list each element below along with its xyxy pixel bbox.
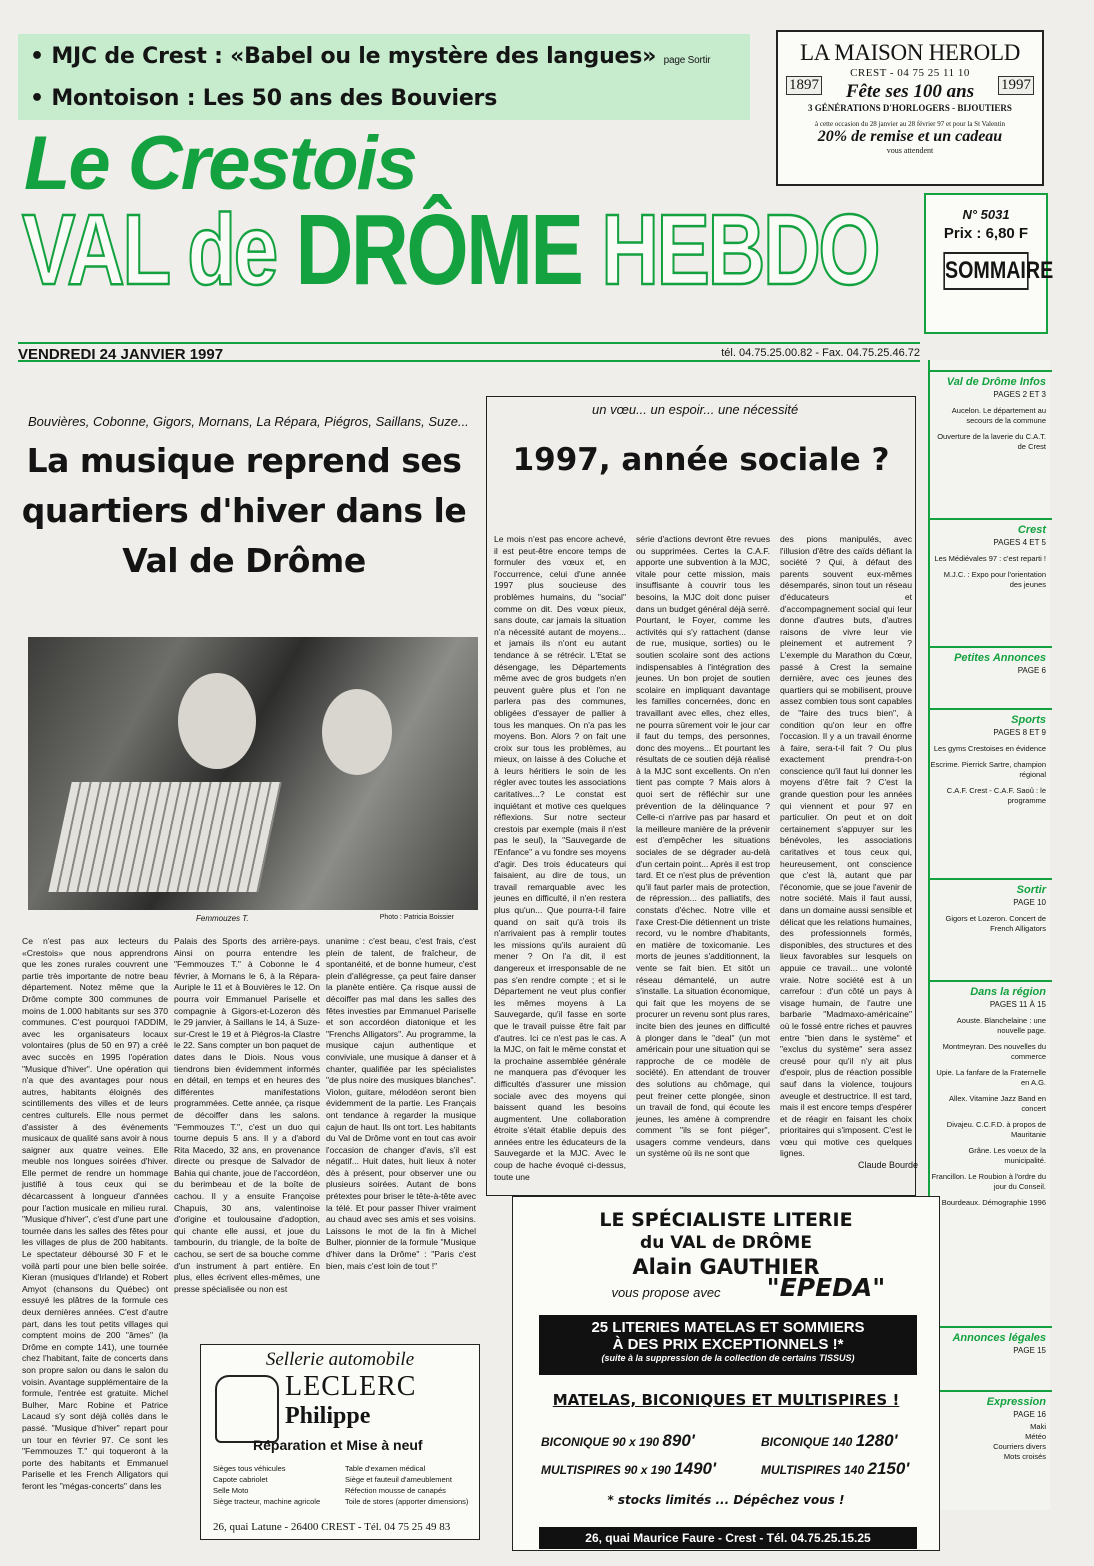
article2-col3: des pions manipulés, avec l'illusion d'être des caïds défiant la société ? Qui, à défaut des parents souvent eux-mêmes désemparés, sinon tout un réseau d'éducateurs et d'accompagnement social qui leur donne d'autres buts, d'autres raisons de vivre leur vie pleinement et autrement ? L'exemple du Marathon du Cœur, passé à Crest la semaine dernière, avec ces jeunes des quartiers qui se mobilisent, prouve assez combien tous sont capables de "faire des trucs bien", à condition qu'on leur en offre l'occasion. Il y a un travail énorme à faire, sera-t-il fait ? Ou plus exactement prendra-t-on conscience qu'il faut lui donner les moyens d'être fait ? C'est la grande question pour les années qui viennent et pour 97 en particulier. On peut et on doit certainement s'appuyer sur les bénévoles, les associations caritatives et tous ceux qui, heureusement, ont conscience que c'est là, autant que par l'économie, que se joue l'avenir de notre société. Mais il faut aussi, dans un domaine aussi sensible et délicat que les relations humaines, des professionnels formés, disponibles, des structures et des lieux favorables sur lesquels on appuie ce travail... une volonté vraie. Notre société est à un carrefour : d'un côté un pays à visage humain, de l'autre une barbarie "Madmaxo-américaine" où le fossé entre riches et pauvres entre "bien dans le système" et "exclus du système" sera assez creusé pour qu'il n'y ait plus d'espoir, plus de réaction possible sauf dans la violence, toujours aveugle et destructrice. Il est tard, mais il est encore temps d'espérer et de réagir en faisant les choix prioritaires qui s'imposent. C'est le vœu qui motive ces quelques lignes. [780, 534, 912, 1159]
masthead-subtitle: VAL de DRÔME HEBDO [22, 194, 879, 306]
issue-number: N° 5031 [962, 207, 1010, 222]
article1-headline: La musique reprend ses quartiers d'hiver dans le Val de Drôme [21, 441, 467, 580]
literie-price-2: BICONIQUE 140 1280' [761, 1431, 898, 1450]
leclerc-list-left: Sièges tous véhicules Capote cabriolet Selle Moto Siège tracteur, machine agricole [213, 1464, 321, 1506]
leclerc-list-right: Table d'examen médical Siège et fauteuil d'ameublement Réfection mousse de canapés Toile de stores (apporter dimensions) [345, 1464, 469, 1506]
leclerc-address: 26, quai Latune - 26400 CREST - Tél. 04 75 25 49 83 [213, 1521, 451, 1533]
literie-ad [512, 1196, 940, 1551]
leclerc-name1: LECLERC [285, 1371, 417, 1402]
herold-ad [776, 30, 1044, 186]
leclerc-name2: Philippe [285, 1403, 371, 1429]
summary-section: Crest PAGES 4 ET 5 Les Médiévales 97 : c'est reparti ! M.J.C. : Expo pour l'orientation des jeunes [930, 518, 1052, 644]
divider [18, 360, 920, 364]
issue-date: VENDREDI 24 JANVIER 1997 [18, 346, 224, 363]
article1-photo [28, 637, 478, 927]
article2-kicker: un vœu... un espoir... une nécessité [592, 402, 799, 417]
literie-address: 26, quai Maurice Faure - Crest - Tél. 04.75.25.15.25 [539, 1527, 917, 1549]
article1-col3: unanime : c'est beau, c'est frais, c'est plein de talent, de fraîcheur, de spontanéité, et de bonne humeur, c'est plein d'allégresse, ça peut faire danser la planète entière. Ça risque aussi de décoiffer pas mal dans les salles des fêtes investies par Emmanuel Pariselle et son accordéon diatonique et les "Frenchs Alligators". Au programme, la musique cajun authentique et conviviale, une musique à danser et à chanter, qualifiée par les spécialistes "de plus noire des musiques blanches". Violon, guitare, mélodéon seront bien évidemment de la partie. Les Français ont tendance à regarder la musique cajun de haut. Ils ont tort. Les habitants du Val de Drôme vont en tout cas avoir l'occasion de changer d'avis, s'il est négatif... Huit dates, huit lieux à noter dès à présent, pour observer une ou plusieurs soirées. Autant de bons prétextes pour briser le tête-à-tête avec la télé. Et pour passer l'hiver vraiment au chaud avec ses amis et ses voisins. Laissons le mot de la fin à Michel Bulher, pionnier de la formule "Musique d'hiver dans la Drôme" : "Paris c'est bien, mais c'est loin de tout !" [326, 936, 477, 1271]
article1-col2: Palais des Sports des arrière-pays. Ainsi on pourra entendre les "Femmouzes T." à Cobonne le 4 février, à Mornans le 6, à la Répara-Auriple le 11 et à Bouvières le 12. On pourra voir Emmanuel Pariselle et compagnie à Gigors-et-Lozeron dès le 29 janvier, à Saillans le 14, à Suze-sur-Crest le 19 et à Piégros-la Clastre le 22. Sans compter un bon paquet de dates dans le Diois. Nous vous tiendrons bien évidemment informés en détail, en temps et en heures des différentes manifestations programmées. Cette année, ça risque de décoiffer dans les salons. "Femmouzes T.", c'est un duo qui tourne depuis 5 ans. Il y a d'abord Rita Macedo, 32 ans, en provenance directe ou presque de Salvador de Bahia qui chante, joue de l'accordéon, du berimbeau et de la boîte de cachou. Il y a ensuite Françoise Chapuis, 30 ans, valentinoise d'origine et toulousaine d'adoption, qui chante elle aussi, et joue du tambourin, du triangle, de la boîte de cachou, se sert de sa bouche comme d'un instrument à part entière. En plus, elles écrivent elles-mêmes, une presse spécialisée ou non est [174, 936, 320, 1294]
summary-section: Petites Annonces PAGE 6 [930, 646, 1052, 706]
literie-line4: vous propose avec [611, 1285, 721, 1300]
summary-section: Sortir PAGE 10 Gigors et Lozeron. Concert de French Alligators [930, 878, 1052, 978]
literie-promo2: À DES PRIX EXCEPTIONNELS !* [612, 1336, 844, 1353]
literie-line2: du VAL de DRÔME [640, 1233, 812, 1253]
photo-face [178, 673, 256, 769]
summary-section: Dans la région PAGES 11 À 15 Aouste. Blanchelaine : une nouvelle page. Montmeyran. Des nouvelles du commerce Upie. La fanfare de la Fraternelle en A.G. Allex. Vitamine Jazz Band en concert Divajeu. C.C.F.D. à propos de Mauritanie Grâne. Les voeux de la municipalité. Francillon. Le Roubion à l'ordre du jour du Conseil. Bourdeaux. Démographie 1996 [930, 980, 1052, 1324]
literie-promo1: 25 LITERIES MATELAS ET SOMMIERS [591, 1319, 865, 1336]
article1-kicker: Bouvières, Cobonne, Gigors, Mornans, La Répara, Piégros, Saillans, Suze... [28, 414, 469, 429]
leclerc-title: Sellerie automobile [265, 1349, 415, 1370]
summary-section: Annonces légales PAGE 15 [930, 1326, 1052, 1388]
photo-face [322, 689, 392, 775]
literie-promo3: (suite à la suppression de la collection de certains TISSUS) [601, 1353, 855, 1363]
article2-headline: 1997, année sociale ? [512, 442, 890, 478]
teaser-line-2: • Montoison : Les 50 ans des Bouviers [30, 86, 498, 111]
literie-promo-block [539, 1315, 917, 1375]
literie-brand: "EPEDA" [766, 1273, 886, 1302]
issue-price: Prix : 6,80 F [943, 225, 1029, 242]
issue-box [924, 193, 1054, 334]
masthead-title: Le Crestois [24, 121, 416, 206]
article2-col2: série d'actions devront être revues ou supprimées. Certes la C.A.F. apporte une subvention à la MJC, vitale pour cette mission, mais insuffisante à couvrir tous les besoins, la MJC doit donc puiser dans un budget général déjà serré. Pourtant, le Foyer, comme les activités qui s'y rattachent (danse de rue, musique, sorties) ou le soutien scolaire sont des actions indispensables à l'intégration des jeunes. Un bon projet de soutien scolaire en impliquant davantage les familles concernées, donc en travaillant avec elles, chez elles, ne pourra sûrement voir le jour car il faut du temps, des personnes, donc des moyens... Et pourtant les résultats de ce soutien déjà réalisé à la MJC sont excellents. On n'en tient pas compte ? Mais alors à quoi sert de réfléchir sur une prévention de la délinquance ? Celle-ci n'arrive pas par hasard et la meilleure manière de la prévenir est d'empêcher les situations sociales de se dégrader au-delà d'un certain point... Après il est trop tard. Et ce n'est plus de prévention qu'il faut parler mais de protection, de répression... des palliatifs, des constats d'échec. Notre ville et l'axe Crest-Die détiennent un triste record, vu le nombre d'habitants, en matière de toxicomanie. Les morts de jeunes s'additionnent, la vente se fait bien. Et sitôt un réseau démantelé, un autre s'installe. La situation économique, qui fait que les moyens de se procurer un revenu sont plus rares, incite bien des jeunes en difficulté à plonger dans le "deal" (un mot américain pour une situation qui se rapproche de ce modèle de société). En attendant de trouver des solutions au chômage, qui peut freiner cette plongée, sinon un travail de fond, qui écoute les jeunes, les amène à comprendre comment "ils se font piéger", usagers comme vendeurs, dans un système où ils ne sont que [636, 534, 770, 1159]
literie-subhead: MATELAS, BICONIQUES ET MULTISPIRES ! [552, 1391, 900, 1409]
photo-caption-bar [28, 910, 478, 927]
literie-price-1: BICONIQUE 90 x 190 890' [541, 1431, 695, 1450]
photo-credit: Photo : Patricia Boissier [379, 914, 454, 921]
herold-year-end: 1997 [998, 76, 1034, 95]
literie-note: * stocks limités ... Dépêchez vous ! [607, 1493, 845, 1507]
literie-price-3: MULTISPIRES 90 x 190 1490' [541, 1459, 717, 1478]
summary-section: Expression PAGE 16 Maki Météo Courriers divers Mots croisés [930, 1390, 1052, 1510]
article2-col1: Le mois n'est pas encore achevé, il est peut-être encore temps de formuler des vœux et, en l'occurrence, celui d'une année 1997 plus soucieuse des problèmes humains, du "social" comme on dit. Des vœux pieux, sans doute, car jamais la situation n'a nécessité autant de moyens... et jamais ils n'ont eu autant tendance à se rétrécir. L'Etat se désengage, les Départements même avec de gros budgets n'en peuvent guère plus et l'on ne parlera pas des communes, obligées d'essayer de pallier à tous les manques. On n'a pas les moyens. Bon. Alors ? on fait une croix sur tous les problèmes, au mieux, on laisse à des Coluche et à leurs héritiers le soin de les régler avec toutes les associations caritatives...? Le constat est inquiétant et motive ces quelques réflexions. Sur notre secteur crestois par exemple (mais il n'est pas le seul), la "Sauvegarde de l'Enfance" a vu fondre ses moyens d'agir. Des trois éducateurs qui faisaient, au dire de tous, un travail remarquable avec les jeunes en difficulté, il n'en restera plus qu'un... Que pourra-t-il faire quand on sait qu'à trois ils n'arrivaient pas à remplir toutes les missions qu'ils auraient dû mener ? On l'a dit, il est dangereux et irresponsable de ne pas s'en rendre compte ; et si le Département ne veut plus confier les mêmes moyens à La Sauvegarde, qu'il fasse en sorte que le travail puisse être fait par d'autres. Ici ce n'est pas le cas. A la MJC, on fait le même constat et la prochaine assemblée générale ne manquera pas d'évoquer les difficultés d'assurer une mission sociale avec des moyens qui baissent quand les besoins augmentent. Une collaboration étroite s'était établie depuis des années entre les éducateurs de la Sauvegarde et la MJC. Avec le coup de hache évoqué ci-dessus, toute une [494, 534, 626, 1182]
herold-address: CREST - 04 75 25 11 10 [850, 67, 970, 79]
herold-occasion: à cette occasion du 28 janvier au 28 février 97 et pour la St Valentin [815, 120, 1005, 128]
herold-name: LA MAISON HEROLD [799, 40, 1021, 65]
herold-celebration: Fête ses 100 ans [845, 81, 975, 102]
literie-line3: Alain GAUTHIER [632, 1255, 820, 1279]
herold-generations: 3 GÉNÉRATIONS D'HORLOGERS - BIJOUTIERS [808, 103, 1012, 113]
herold-awaiting: vous attendent [886, 146, 934, 155]
teaser-band [18, 34, 750, 120]
article1-col1: Ce n'est pas aux lecteurs du «Crestois» que nous apprendrons que les zones rurales couvrent une partie très importante de notre beau département. Notez même que la Drôme compte 300 communes de moins de 1.000 habitants sur ses 370 communes. C'est pourquoi l'ADDIM, avec les organisateurs locaux volontaires (plus de 50 en 97) a créé avec succès en 1995 l'opération "Musique d'hiver". Une opération qui n'a que des avantages pour nous autres, habitants éloignés des scintillements des villes et de leurs centres culturels. Elle nous permet d'assister à des événements musicaux de qualité sans avoir à nous saigner aux quatre veines. Elle meuble nos longues soirées d'hiver. Elle permet de rendre un hommage justifié à tous ceux qui se décarcassent à longueur d'années pour l'action musicale en milieu rural. "Musique d'hiver", c'est d'une part une tournée dans les salles des fêtes pour les villages de plus de 200 habitants. Le spectateur déboursé 30 F et le voilà parti pour une bien belle soirée. Kieran (musiques d'Irlande) et Robert Amyot (chansons du Québec) ont essuyé les plâtres de la formule ces deux dernières années. C'est d'autre part, dans les tout petits villages qui comptent moins de 200 "âmes" (la Drôme en compte 141), une tournée chez l'habitant, faite de concerts dans son propre salon ou dans le salon du voisin. Avantage supplémentaire de la formule, l'entrée est gratuite. Michel Bulher, Marc Robine et Patrice Lacaud s'y sont déjà collés dans le passé. "Musique d'hiver" repart pour un tour en février 97. Ce sont les "Femmouzes T." qui toqueront à la porte des habitants et Emmanuel Pariselle et les French Alligators qui feront les "mégas-concerts" dans les [22, 936, 168, 1491]
car-seat-icon [215, 1375, 279, 1443]
contact-info: tél. 04.75.25.00.82 - Fax. 04.75.25.46.72 [721, 347, 920, 359]
literie-price-4: MULTISPIRES 140 2150' [761, 1459, 910, 1478]
article2-signature: Claude Bourde [858, 1160, 919, 1170]
herold-year-start: 1897 [786, 76, 822, 95]
summary-section: Sports PAGES 8 ET 9 Les gyms Crestoises en évidence Escrime. Pierrick Sartre, champion régional C.A.F. Crest - C.A.F. Saoû : le programme [930, 708, 1052, 876]
accordion-shape [48, 782, 281, 892]
photo-caption: Femmouzes T. [196, 914, 249, 923]
teaser-page-ref: page Sortir [663, 55, 711, 66]
summary-label: SOMMAIRE [943, 252, 1028, 290]
masthead-drome: DRÔME [295, 194, 582, 306]
leclerc-ad [200, 1344, 480, 1540]
teaser-line-1: • MJC de Crest : «Babel ou le mystère des langues» page Sortir [30, 44, 711, 69]
leclerc-tagline: Réparation et Mise à neuf [253, 1437, 423, 1453]
herold-offer: 20% de remise et un cadeau [817, 128, 1003, 145]
summary-sidebar [928, 360, 1050, 1510]
literie-line1: LE SPÉCIALISTE LITERIE [599, 1209, 853, 1231]
summary-section: Val de Drôme Infos PAGES 2 ET 3 Aucelon. Le département au secours de la commune Ouverture de la laverie du C.A.T. de Crest [930, 370, 1052, 516]
